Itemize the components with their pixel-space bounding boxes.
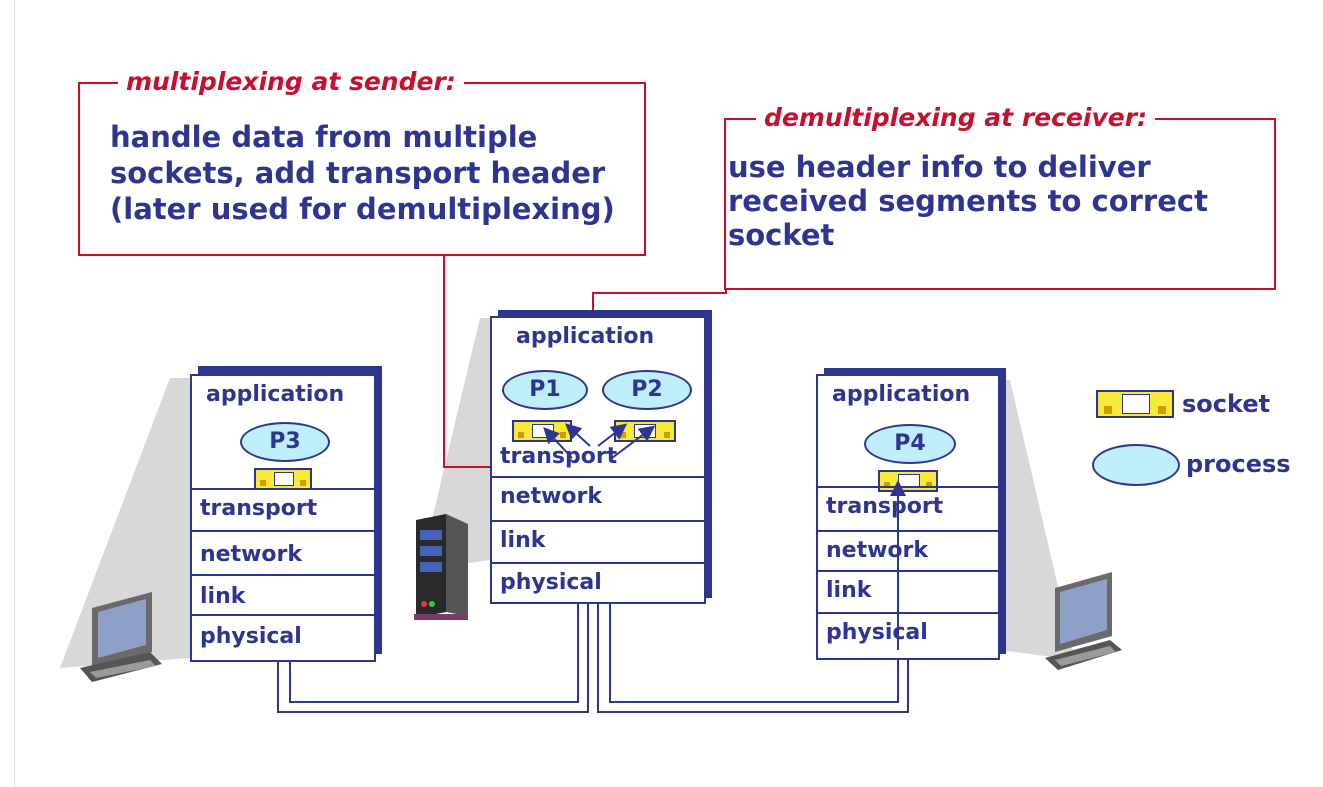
- left-app-label: application: [206, 382, 345, 407]
- middle-process-p1: P1: [502, 370, 588, 410]
- left-layer-link: link: [192, 574, 374, 614]
- legend-socket-label: socket: [1182, 390, 1271, 418]
- middle-layer-transport: transport: [500, 444, 618, 469]
- legend-socket-icon: [1096, 390, 1174, 418]
- legend-process-label: process: [1186, 450, 1291, 478]
- legend-process-icon: [1092, 444, 1180, 486]
- arrow-to-p2-a: [598, 426, 624, 446]
- middle-layer-physical: physical: [492, 562, 704, 604]
- middle-process-p2: P2: [602, 370, 692, 410]
- right-layer-transport: transport: [818, 486, 998, 530]
- left-layer-physical: physical: [192, 614, 374, 662]
- arrow-to-p1-b: [568, 426, 590, 446]
- left-layer-network: network: [192, 530, 374, 574]
- right-layer-link: link: [818, 570, 998, 612]
- arrow-to-p2-b: [612, 428, 652, 458]
- middle-layer-link: link: [492, 520, 704, 562]
- right-layer-physical: physical: [818, 612, 998, 660]
- demux-callout-line-3: socket: [728, 218, 835, 252]
- mux-callout-line-1: handle data from multiple: [110, 120, 538, 154]
- mux-callout-title: multiplexing at sender:: [118, 62, 464, 102]
- middle-app-label: application: [516, 324, 655, 349]
- demux-callout-line-2: received segments to correct: [728, 184, 1208, 218]
- left-layer-transport: transport: [192, 488, 374, 530]
- mux-callout-line-3: (later used for demultiplexing): [110, 192, 615, 226]
- mux-callout-line-2: sockets, add transport header: [110, 156, 606, 190]
- right-app-label: application: [832, 382, 971, 407]
- arrow-to-p1-a: [546, 430, 572, 458]
- right-layer-network: network: [818, 530, 998, 570]
- middle-layer-network: network: [492, 476, 704, 520]
- demux-callout-title: demultiplexing at receiver:: [756, 98, 1155, 138]
- left-process-p3: P3: [240, 422, 330, 462]
- demux-callout-line-1: use header info to deliver: [728, 150, 1151, 184]
- right-process-p4: P4: [864, 424, 956, 464]
